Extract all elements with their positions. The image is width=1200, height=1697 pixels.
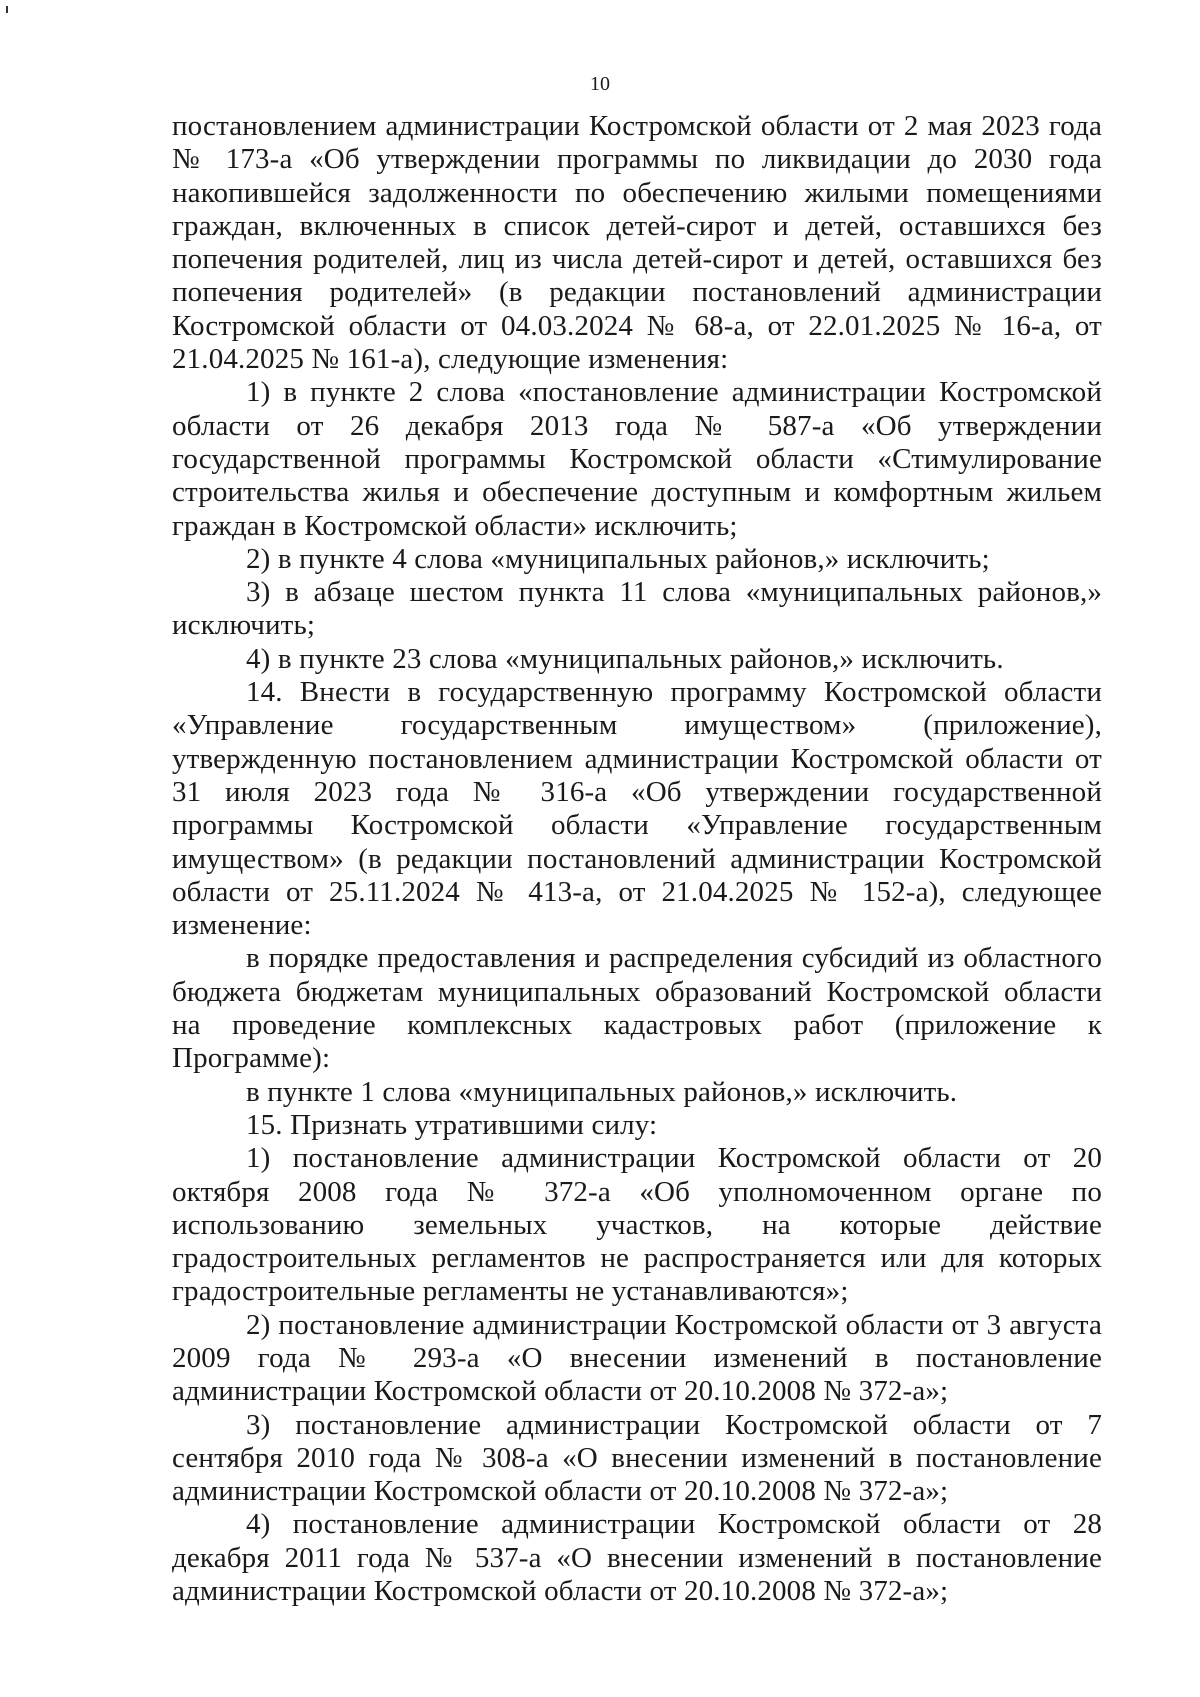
paragraph-section-14-subsidies: в порядке предоставления и распределения субсидий из областного бюджета бюджетам муниципальных образований Костромской области на проведение комплексных кадастровых работ (приложение к Программе): [172, 942, 1102, 1075]
paragraph-item-13-1: 1) в пункте 2 слова «постановление администрации Костромской области от 26 декабря 2013 года № 587-а «Об утверждении государственной программы Костромской области «Стимулирование строительства жилья и обеспечение доступным и комфортным жильем граждан в Костромской области» исключить; [172, 376, 1102, 542]
paragraph-section-15: 15. Признать утратившими силу: [246, 1108, 658, 1141]
paragraph-item-15-2: 2) постановление администрации Костромской области от 3 августа 2009 года № 293-а «О внесении изменений в постановление администрации Костромской области от 20.10.2008 № 372-а»; [172, 1308, 1102, 1408]
paragraph-item-13-3: 3) в абзаце шестом пункта 11 слова «муниципальных районов,» исключить; [172, 576, 1102, 642]
paragraph-item-13-4: 4) в пункте 23 слова «муниципальных районов,» исключить. [246, 642, 1004, 675]
document-body [172, 110, 1102, 1608]
paragraph-item-15-3: 3) постановление администрации Костромской области от 7 сентября 2010 года № 308-а «О внесении изменений в постановление администрации Костромской области от 20.10.2008 № 372-а»; [172, 1408, 1102, 1508]
paragraph-item-13-2: 2) в пункте 4 слова «муниципальных районов,» исключить; [246, 542, 990, 575]
paragraph-item-15-1: 1) постановление администрации Костромской области от 20 октября 2008 года № 372-а «Об уполномоченном органе по использованию земельных участков, на которые действие градостроительных регламентов не распространяется или для которых градостроительные регламенты не устанавливаются»; [172, 1142, 1102, 1308]
paragraph-section-14-point-1: в пункте 1 слова «муниципальных районов,» исключить. [246, 1075, 958, 1108]
paragraph-section-14: 14. Внести в государственную программу Костромской области «Управление государственным имуществом» (приложение), утвержденную постановлением администрации Костромской области от 31 июля 2023 года № 316-а «Об утверждении государственной программы Костромской области «Управление государственным имуществом» (в редакции постановлений администрации Костромской области от 25.11.2024 № 413-а, от 21.04.2025 № 152-а), следующее изменение: [172, 676, 1102, 942]
paragraph-continuation: постановлением администрации Костромской области от 2 мая 2023 года № 173-а «Об утверждении программы по ликвидации до 2030 года накопившейся задолженности по обеспечению жилыми помещениями граждан, включенных в список детей-сирот и детей, оставшихся без попечения родителей, лиц из числа детей-сирот и детей, оставшихся без попечения родителей» (в редакции постановлений администрации Костромской области от 04.03.2024 № 68-а, от 22.01.2025 № 16-а, от 21.04.2025 № 161-а), следующие изменения: [172, 110, 1102, 376]
page-number: 10 [590, 73, 610, 95]
scan-artifact [6, 6, 8, 13]
paragraph-item-15-4: 4) постановление администрации Костромской области от 28 декабря 2011 года № 537-а «О внесении изменений в постановление администрации Костромской области от 20.10.2008 № 372-а»; [172, 1508, 1102, 1608]
